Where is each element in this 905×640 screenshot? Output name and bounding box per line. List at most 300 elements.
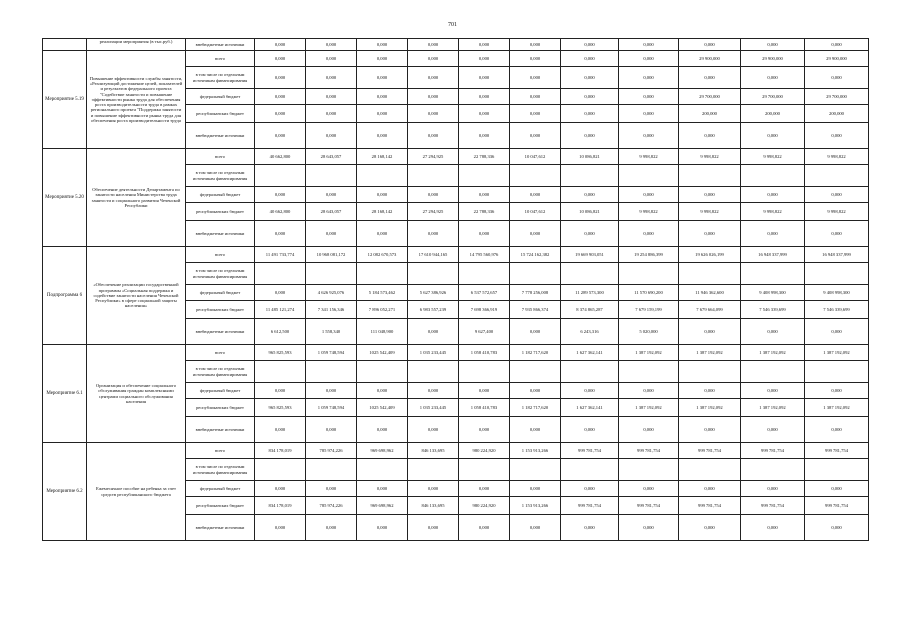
cell-value xyxy=(408,361,459,383)
block-name: Организация и обеспечение социального обслуживания граждан комплексными центрами социального обслуживания населения xyxy=(87,345,186,443)
cell-value: 9 998,822 xyxy=(619,203,679,221)
cell-value: 9 627,400 xyxy=(459,319,510,345)
cell-value: 0,000 xyxy=(255,51,306,67)
cell-value: 0,000 xyxy=(357,123,408,149)
cell-value: 11 491 733,774 xyxy=(255,247,306,263)
cell-value: 28 168,142 xyxy=(357,203,408,221)
cell-value: 0,000 xyxy=(679,481,741,497)
cell-value: 0,000 xyxy=(357,105,408,123)
cell-value: 999 781,754 xyxy=(805,497,869,515)
table-row xyxy=(43,443,869,459)
cell-value: 0,000 xyxy=(510,89,561,105)
cell-value: 0,000 xyxy=(306,515,357,541)
cell-value: 0,000 xyxy=(357,187,408,203)
cell-value: 0,000 xyxy=(805,383,869,399)
cell-value: 0,000 xyxy=(255,221,306,247)
cell-value: 0,000 xyxy=(510,105,561,123)
cell-value: 17 610 944,165 xyxy=(408,247,459,263)
cell-value: 0,000 xyxy=(255,383,306,399)
cell-value: 0,000 xyxy=(741,221,805,247)
cell-value xyxy=(306,361,357,383)
cell-value: 0,000 xyxy=(357,89,408,105)
cell-value: 19 669 903,051 xyxy=(561,247,619,263)
row-source: в том числе по отдельным источникам финансирования xyxy=(186,67,255,89)
row-source: всего xyxy=(186,149,255,165)
cell-value: 999 781,754 xyxy=(805,443,869,459)
page-number: 701 xyxy=(448,22,457,28)
cell-value xyxy=(805,165,869,187)
cell-value: 999 781,754 xyxy=(619,443,679,459)
cell-value: 29 900,000 xyxy=(805,51,869,67)
cell-value xyxy=(561,165,619,187)
cell-value: 0,000 xyxy=(357,481,408,497)
cell-value: 0,000 xyxy=(805,39,869,51)
row-source: внебюджетные источники xyxy=(186,319,255,345)
cell-value: 0,000 xyxy=(408,105,459,123)
cell-value: 0,000 xyxy=(805,187,869,203)
cell-value: 1 058 410,783 xyxy=(459,399,510,417)
row-source: федеральный бюджет xyxy=(186,285,255,301)
cell-value: 0,000 xyxy=(459,67,510,89)
cell-value: 9 408 998,300 xyxy=(741,285,805,301)
cell-value: 0,000 xyxy=(510,515,561,541)
cell-value: 5 627 386,926 xyxy=(408,285,459,301)
cell-value: 0,000 xyxy=(679,67,741,89)
cell-value: 0,000 xyxy=(805,123,869,149)
cell-value: 0,000 xyxy=(805,515,869,541)
row-source: федеральный бюджет xyxy=(186,187,255,203)
cell-value: 0,000 xyxy=(619,221,679,247)
cell-value: 0,000 xyxy=(510,221,561,247)
cell-value: 0,000 xyxy=(510,383,561,399)
cell-value: 1 387 192,092 xyxy=(741,345,805,361)
row-source: внебюджетные источники xyxy=(186,417,255,443)
cell-value: 0,000 xyxy=(561,417,619,443)
cell-value xyxy=(619,165,679,187)
cell-value xyxy=(306,459,357,481)
cell-value: 29 700,000 xyxy=(805,89,869,105)
cell-value: 0,000 xyxy=(306,221,357,247)
cell-value: 0,000 xyxy=(619,89,679,105)
cell-value: 999 781,754 xyxy=(679,443,741,459)
cell-value: 0,000 xyxy=(459,221,510,247)
cell-value: 0,000 xyxy=(561,123,619,149)
cell-value: 0,000 xyxy=(619,67,679,89)
cell-value xyxy=(561,263,619,285)
cell-value: 965 825,593 xyxy=(255,399,306,417)
cell-value xyxy=(408,459,459,481)
cell-value: 6 983 557,239 xyxy=(408,301,459,319)
cell-value: 0,000 xyxy=(255,123,306,149)
cell-value: 19 626 026,199 xyxy=(679,247,741,263)
cell-value xyxy=(805,459,869,481)
cell-value: 0,000 xyxy=(459,51,510,67)
cell-value: 1 153 913,266 xyxy=(510,497,561,515)
cell-value: 1 059 748,594 xyxy=(306,345,357,361)
block-code: Мероприятие 5.20 xyxy=(43,149,87,247)
cell-value: 0,000 xyxy=(619,105,679,123)
cell-value: 1 627 362,141 xyxy=(561,399,619,417)
cell-value: 40 662,800 xyxy=(255,203,306,221)
cell-value: 0,000 xyxy=(408,417,459,443)
cell-value: 0,000 xyxy=(679,417,741,443)
cell-value: 0,000 xyxy=(805,417,869,443)
cell-value: 846 133,695 xyxy=(408,443,459,459)
cell-value: 0,000 xyxy=(408,187,459,203)
cell-value: 7 935 866,374 xyxy=(510,301,561,319)
cell-value xyxy=(408,165,459,187)
cell-value: 200,000 xyxy=(805,105,869,123)
cell-value: 834 178,019 xyxy=(255,497,306,515)
cell-value: 7 679 159,199 xyxy=(619,301,679,319)
row-source: республиканских бюджет xyxy=(186,497,255,515)
cell-value: 9 408 998,300 xyxy=(805,285,869,301)
cell-value xyxy=(357,165,408,187)
cell-value: 1 153 913,266 xyxy=(510,443,561,459)
cell-value: 0,000 xyxy=(561,481,619,497)
cell-value: 22 788,336 xyxy=(459,149,510,165)
cell-value: 19 254 886,399 xyxy=(619,247,679,263)
cell-value xyxy=(679,361,741,383)
cell-value: 22 788,336 xyxy=(459,203,510,221)
cell-value: 0,000 xyxy=(408,221,459,247)
block-code: Подпрограмма 6 xyxy=(43,247,87,345)
cell-value: 0,000 xyxy=(619,187,679,203)
row-name-fragment: реализации мероприятия (в тыс.руб.) xyxy=(87,39,186,51)
cell-value: 0,000 xyxy=(357,383,408,399)
cell-value: 1 558,340 xyxy=(306,319,357,345)
cell-value: 0,000 xyxy=(619,123,679,149)
cell-value: 0,000 xyxy=(741,319,805,345)
cell-value: 111 048,900 xyxy=(357,319,408,345)
cell-value: 1 627 362,141 xyxy=(561,345,619,361)
cell-value xyxy=(255,263,306,285)
cell-value: 29 900,000 xyxy=(679,51,741,67)
cell-value: 0,000 xyxy=(306,89,357,105)
cell-value: 0,000 xyxy=(459,123,510,149)
cell-value: 0,000 xyxy=(459,515,510,541)
cell-value xyxy=(510,165,561,187)
cell-value: 9 998,822 xyxy=(679,203,741,221)
cell-value: 0,000 xyxy=(561,105,619,123)
cell-value: 785 974,226 xyxy=(306,443,357,459)
cell-value: 11 570 690,200 xyxy=(619,285,679,301)
cell-value: 7 546 339,699 xyxy=(805,301,869,319)
cell-value: 0,000 xyxy=(679,123,741,149)
cell-value: 0,000 xyxy=(805,319,869,345)
cell-value: 969 698,962 xyxy=(357,443,408,459)
cell-value: 965 825,593 xyxy=(255,345,306,361)
row-source: в том числе по отдельным источникам финансирования xyxy=(186,361,255,383)
cell-value: 0,000 xyxy=(408,383,459,399)
cell-value: 1 058 410,783 xyxy=(459,345,510,361)
cell-value: 28 643,057 xyxy=(306,149,357,165)
cell-value: 0,000 xyxy=(679,221,741,247)
cell-value: 200,000 xyxy=(741,105,805,123)
cell-value xyxy=(255,361,306,383)
cell-value xyxy=(741,459,805,481)
cell-value: 29 700,000 xyxy=(741,89,805,105)
cell-value: 1 387 192,092 xyxy=(805,345,869,361)
cell-value: 0,000 xyxy=(679,319,741,345)
cell-value: 0,000 xyxy=(459,89,510,105)
cell-value: 0,000 xyxy=(561,221,619,247)
cell-value: 0,000 xyxy=(306,105,357,123)
cell-value: 0,000 xyxy=(306,417,357,443)
cell-value: 0,000 xyxy=(561,187,619,203)
cell-value xyxy=(561,361,619,383)
block-name: Обеспечение деятельности Департамента по занятости населения Министерства труда занятости и социального развития Чеченской Республики xyxy=(87,149,186,247)
cell-value: 0,000 xyxy=(357,39,408,51)
cell-value xyxy=(306,165,357,187)
cell-value: 0,000 xyxy=(408,123,459,149)
cell-value: 0,000 xyxy=(255,39,306,51)
cell-value: 7 679 664,099 xyxy=(679,301,741,319)
row-source: всего xyxy=(186,247,255,263)
block-code: Мероприятие 5.19 xyxy=(43,51,87,149)
cell-value: 0,000 xyxy=(255,187,306,203)
table-row xyxy=(43,247,869,263)
cell-value: 0,000 xyxy=(255,515,306,541)
cell-value: 0,000 xyxy=(741,417,805,443)
row-source: всего xyxy=(186,345,255,361)
cell-value xyxy=(561,459,619,481)
block-name: Повышение эффективности службы занятости, «Реализующий достижение целей, показателей и результатов федерального проекта "Содействие занятости и повышение эффективности рынка труда для обеспечения роста производительности труда в рамках регионального проекта "Поддержка занятости и повышение эффективности рынка труда для обеспечения роста производительности труда xyxy=(87,51,186,149)
cell-value: 999 781,754 xyxy=(741,497,805,515)
cell-value: 28 643,057 xyxy=(306,203,357,221)
cell-value: 6 537 572,657 xyxy=(459,285,510,301)
cell-value: 0,000 xyxy=(561,51,619,67)
cell-value: 0,000 xyxy=(679,515,741,541)
table-row xyxy=(43,51,869,67)
cell-value: 0,000 xyxy=(510,319,561,345)
cell-value xyxy=(741,263,805,285)
cell-value: 29 900,000 xyxy=(741,51,805,67)
cell-value: 0,000 xyxy=(459,187,510,203)
cell-value: 0,000 xyxy=(255,89,306,105)
cell-value: 0,000 xyxy=(619,383,679,399)
cell-value: 10 047,612 xyxy=(510,149,561,165)
cell-value: 0,000 xyxy=(510,481,561,497)
cell-value: 0,000 xyxy=(619,39,679,51)
row-source: республиканских бюджет xyxy=(186,105,255,123)
cell-value: 1025 542,409 xyxy=(357,399,408,417)
row-source: внебюджетные источники xyxy=(186,221,255,247)
cell-value: 834 178,019 xyxy=(255,443,306,459)
cell-value: 16 948 337,999 xyxy=(741,247,805,263)
cell-value: 27 294,925 xyxy=(408,149,459,165)
cell-value: 1 035 233,445 xyxy=(408,345,459,361)
cell-value: 15 724 162,382 xyxy=(510,247,561,263)
row-source: республиканских бюджет xyxy=(186,203,255,221)
cell-value xyxy=(357,263,408,285)
cell-value: 1 387 192,092 xyxy=(805,399,869,417)
table-row xyxy=(43,149,869,165)
cell-value: 11 485 121,274 xyxy=(255,301,306,319)
block-code: Мероприятие 6.2 xyxy=(43,443,87,541)
cell-value xyxy=(619,459,679,481)
cell-value: 0,000 xyxy=(357,417,408,443)
cell-value: 9 998,822 xyxy=(619,149,679,165)
cell-value: 6 612,500 xyxy=(255,319,306,345)
cell-value: 10 968 081,172 xyxy=(306,247,357,263)
cell-value xyxy=(805,361,869,383)
cell-value: 200,000 xyxy=(679,105,741,123)
cell-value: 0,000 xyxy=(408,515,459,541)
cell-value: 999 781,754 xyxy=(741,443,805,459)
cell-value: 0,000 xyxy=(357,67,408,89)
cell-value: 0,000 xyxy=(561,67,619,89)
cell-value: 0,000 xyxy=(741,481,805,497)
cell-value: 0,000 xyxy=(619,417,679,443)
cell-value: 0,000 xyxy=(306,123,357,149)
cell-value: 11 946 362,600 xyxy=(679,285,741,301)
cell-value: 8 374 865,287 xyxy=(561,301,619,319)
row-source: внебюджетные источники xyxy=(186,515,255,541)
cell-value: 0,000 xyxy=(510,51,561,67)
cell-value xyxy=(741,361,805,383)
row-source: республиканских бюджет xyxy=(186,301,255,319)
cell-value: 0,000 xyxy=(805,221,869,247)
cell-value xyxy=(306,263,357,285)
cell-value: 0,000 xyxy=(741,515,805,541)
cell-value xyxy=(679,165,741,187)
cell-value: 0,000 xyxy=(306,187,357,203)
cell-value: 1 059 748,594 xyxy=(306,399,357,417)
cell-value: 7 546 339,699 xyxy=(741,301,805,319)
cell-value: 4 626 925,076 xyxy=(306,285,357,301)
cell-value: 9 998,822 xyxy=(805,203,869,221)
cell-value: 10 047,612 xyxy=(510,203,561,221)
cell-value xyxy=(679,459,741,481)
cell-value: 0,000 xyxy=(408,51,459,67)
cell-value: 0,000 xyxy=(459,105,510,123)
cell-value: 14 795 560,976 xyxy=(459,247,510,263)
cell-value: 0,000 xyxy=(255,105,306,123)
cell-value: 9 998,822 xyxy=(805,149,869,165)
row-source: в том числе по отдельным источникам финансирования xyxy=(186,165,255,187)
cell-value: 10 086,821 xyxy=(561,203,619,221)
cell-value xyxy=(510,459,561,481)
block-code: Мероприятие 6.1 xyxy=(43,345,87,443)
cell-value: 0,000 xyxy=(510,187,561,203)
cell-value: 28 168,142 xyxy=(357,149,408,165)
row-source: внебюджетные источники xyxy=(186,39,255,51)
cell-value: 0,000 xyxy=(741,383,805,399)
cell-value xyxy=(357,361,408,383)
cell-value: 5 020,000 xyxy=(619,319,679,345)
cell-value: 0,000 xyxy=(306,383,357,399)
cell-value: 6 243,316 xyxy=(561,319,619,345)
cell-value: 785 974,226 xyxy=(306,497,357,515)
cell-value xyxy=(459,459,510,481)
cell-value xyxy=(459,361,510,383)
cell-value: 1 387 192,092 xyxy=(679,345,741,361)
cell-value: 1 387 192,092 xyxy=(619,345,679,361)
cell-value: 0,000 xyxy=(561,89,619,105)
cell-value: 0,000 xyxy=(561,515,619,541)
cell-value: 0,000 xyxy=(408,89,459,105)
cell-value: 10 086,821 xyxy=(561,149,619,165)
cell-value: 0,000 xyxy=(805,67,869,89)
cell-value: 1025 542,409 xyxy=(357,345,408,361)
cell-value: 0,000 xyxy=(459,383,510,399)
row-source: внебюджетные источники xyxy=(186,123,255,149)
cell-value xyxy=(805,263,869,285)
cell-value: 0,000 xyxy=(679,39,741,51)
cell-value: 0,000 xyxy=(805,481,869,497)
cell-value: 0,000 xyxy=(408,67,459,89)
cell-value: 0,000 xyxy=(408,481,459,497)
cell-value xyxy=(459,263,510,285)
cell-value: 0,000 xyxy=(357,515,408,541)
cell-value xyxy=(408,263,459,285)
cell-value: 0,000 xyxy=(510,417,561,443)
cell-value: 0,000 xyxy=(679,383,741,399)
cell-value xyxy=(255,165,306,187)
cell-value: 1 387 192,092 xyxy=(741,399,805,417)
row-source: федеральный бюджет xyxy=(186,89,255,105)
cell-value: 0,000 xyxy=(357,51,408,67)
cell-value: 846 133,695 xyxy=(408,497,459,515)
cell-value: 11 289 573,300 xyxy=(561,285,619,301)
cell-value: 27 294,925 xyxy=(408,203,459,221)
cell-value: 0,000 xyxy=(510,67,561,89)
cell-value xyxy=(510,263,561,285)
cell-value: 0,000 xyxy=(408,319,459,345)
cell-value: 7 896 052,271 xyxy=(357,301,408,319)
cell-value: 0,000 xyxy=(306,51,357,67)
cell-value: 0,000 xyxy=(561,383,619,399)
cell-value: 1 182 717,620 xyxy=(510,345,561,361)
cell-value: 0,000 xyxy=(619,481,679,497)
cell-value: 1 387 192,092 xyxy=(619,399,679,417)
cell-value: 0,000 xyxy=(459,481,510,497)
cell-value: 999 781,754 xyxy=(619,497,679,515)
cell-value: 999 781,754 xyxy=(561,497,619,515)
cell-value: 0,000 xyxy=(306,67,357,89)
cell-value: 0,000 xyxy=(459,39,510,51)
cell-value xyxy=(619,361,679,383)
cell-value xyxy=(510,361,561,383)
cell-value: 0,000 xyxy=(255,417,306,443)
cell-value: 999 781,754 xyxy=(679,497,741,515)
row-source: в том числе по отдельным источникам финансирования xyxy=(186,459,255,481)
row-source: всего xyxy=(186,443,255,459)
row-code xyxy=(43,39,87,51)
cell-value: 0,000 xyxy=(741,39,805,51)
cell-value: 0,000 xyxy=(741,187,805,203)
cell-value: 1 387 192,092 xyxy=(679,399,741,417)
cell-value: 1 035 233,445 xyxy=(408,399,459,417)
cell-value: 0,000 xyxy=(255,481,306,497)
cell-value xyxy=(357,459,408,481)
cell-value: 0,000 xyxy=(561,39,619,51)
cell-value: 0,000 xyxy=(459,417,510,443)
cell-value: 7 341 156,346 xyxy=(306,301,357,319)
cell-value xyxy=(459,165,510,187)
row-source: в том числе по отдельным источникам финансирования xyxy=(186,263,255,285)
cell-value: 9 998,822 xyxy=(741,203,805,221)
cell-value: 0,000 xyxy=(619,515,679,541)
cell-value: 0,000 xyxy=(255,285,306,301)
cell-value: 0,000 xyxy=(306,481,357,497)
cell-value: 0,000 xyxy=(679,187,741,203)
cell-value: 980 224,920 xyxy=(459,497,510,515)
cell-value: 12 082 670,573 xyxy=(357,247,408,263)
cell-value: 1 182 717,620 xyxy=(510,399,561,417)
cell-value: 0,000 xyxy=(306,39,357,51)
